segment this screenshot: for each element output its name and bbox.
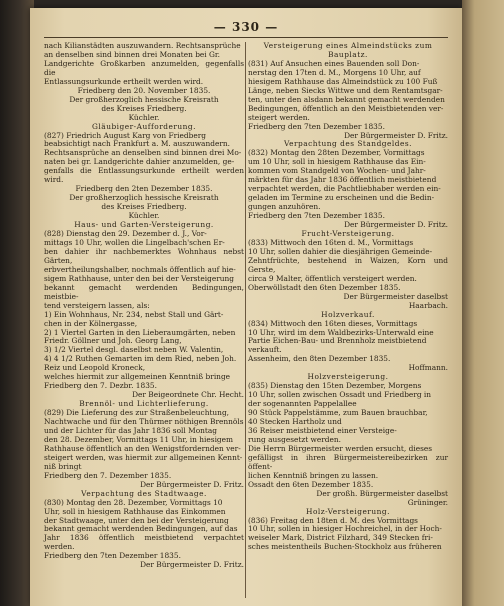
text-line: Oberwöllstadt den 6ten Dezember 1835. xyxy=(248,282,401,292)
text-line: 2) 1 Viertel Garten in den Lieberaumgärten, neben xyxy=(44,327,236,337)
text-line: ben dahier ihr nachbemerktes Wohnhaus nebst Gärten, xyxy=(44,246,244,265)
text-line: Bauplatz. xyxy=(328,49,368,59)
text-line: Verpachtung des Standgeldes. xyxy=(283,139,413,149)
text-line: 10 Uhr, wird im dem Waldbezirks-Unterwald eine xyxy=(248,327,434,337)
text-line: Frucht-Versteigerung. xyxy=(301,229,395,239)
book-gutter xyxy=(0,0,34,606)
text-line: Grüninger. xyxy=(407,497,448,507)
text-line: sigem Rathhause, unter den bei der Versteigerung xyxy=(44,273,234,283)
text-line: (829) Die Lieferung des zur Straßenbeleuchtung, xyxy=(44,408,230,418)
text-line: Holzverkauf. xyxy=(321,309,375,319)
book-page xyxy=(30,8,462,606)
text-line: (836) Freitag den 18ten d. M. des Vormittags xyxy=(248,515,418,525)
text-line: Länge, neben Siecks Wittwe und dem Rentamtsgar- xyxy=(248,85,443,95)
text-line: Landgerichte Großkarben anzumelden, gegenfalls die xyxy=(44,58,244,77)
text-line: Rechtsansprüche an denselben sind binnen drei Mo- xyxy=(44,148,242,158)
text-line: 10 Uhr, sollen in hiesiger Hochreichel, in der Hoch- xyxy=(248,524,442,534)
text-line: Der Bürgermeister D. Fritz. xyxy=(140,560,244,570)
text-line: verpachtet werden, die Pachtliebhaber werden ein- xyxy=(248,184,441,194)
text-line: Friedberg den 20. November 1835. xyxy=(77,85,211,95)
text-line: (835) Dienstag den 15ten Dezember, Morgens xyxy=(248,381,422,391)
text-line: sches meistentheils Buchen-Stockholz aus früheren xyxy=(248,542,442,552)
text-line: (831) Auf Ansuchen eines Bauenden soll Don- xyxy=(248,58,420,68)
text-line: Versteigerung eines Almeindstücks zum xyxy=(263,41,433,50)
text-line: beabsichtigt nach Frankfurt a. M. auszuwandern. xyxy=(44,139,230,149)
text-line: steigert werden, was hiermit zur allgemeinen Kennt- xyxy=(44,452,243,462)
text-line: verkauft. xyxy=(248,345,282,355)
text-line: welches hiermit zur allgemeinen Kenntniß bringe xyxy=(44,372,231,382)
text-line: Küchler. xyxy=(128,112,160,122)
text-line: bekannt gemacht werdenden Bedingungen, auf das xyxy=(44,524,238,534)
text-line: Nachtwache und für den Thürmer nöthigen Brennöls xyxy=(44,417,244,427)
text-line: den 28. Dezember, Vormittags 11 Uhr, in hiesigem xyxy=(44,434,234,444)
header-rule xyxy=(44,37,448,38)
text-line: hiesigem Rathhause das Almeindstück zu 100 Fuß xyxy=(248,76,438,86)
text-line: mittags 10 Uhr, wollen die Lingelbach'schen Er- xyxy=(44,237,225,247)
text-line: (833) Mittwoch den 16ten d. M., Vormittags xyxy=(248,237,414,247)
facing-page-edge xyxy=(462,0,504,606)
text-line: circa 9 Malter, öffentlich versteigert werden. xyxy=(248,273,417,283)
text-line: Die Herrn Bürgermeister werden ersucht, dieses xyxy=(248,443,433,453)
text-line: Friedberg den 2ten Dezember 1835. xyxy=(75,184,213,194)
column-divider xyxy=(245,42,246,598)
text-line: Ossadt den 6ten Dezember 1835. xyxy=(248,479,374,489)
text-line: (830) Montag den 28. Dezember, Vormittags 10 xyxy=(44,497,223,507)
text-line: 3) 1/2 Viertel desgl. daselbst neben W. Valentin, xyxy=(44,345,224,355)
text-line: Der Bürgermeister D. Fritz. xyxy=(140,479,244,489)
text-line: niß bringt xyxy=(44,461,82,471)
text-line: chen in der Kölnergasse, xyxy=(44,318,138,328)
text-line: steigert werden. xyxy=(248,112,310,122)
left-column xyxy=(44,42,244,570)
text-line: 10 Uhr, sollen dahier die diesjährigen Gemeinde- xyxy=(248,246,433,256)
text-line: lichen Kenntniß bringen zu lassen. xyxy=(248,470,379,480)
text-line: Der Beigeordnete Chr. Hecht. xyxy=(132,390,244,400)
text-line: geladen im Termine zu erscheinen und die Bedin- xyxy=(248,193,435,203)
text-line: Entlassungsurkunde ertheilt werden wird. xyxy=(44,76,204,86)
text-line: der Stadtwaage, unter den bei der Versteigerung xyxy=(44,515,229,525)
text-line: weiseler Mark, District Filzhard, 349 Stecken fri- xyxy=(248,533,433,543)
text-line: (832) Montag den 28ten Dezember, Vormittags xyxy=(248,148,425,158)
text-line: naten bei gr. Landgerichte dahier anzumelden, ge- xyxy=(44,157,235,167)
text-line: Reiz und Leopold Kroneck, xyxy=(44,363,146,373)
text-line: Friedberg den 7. Dezember 1835. xyxy=(44,470,172,480)
text-line: (827) Friedrich August Karg von Friedberg xyxy=(44,130,206,140)
text-line: tend versteigern lassen, als: xyxy=(44,300,150,310)
text-line: Gläubiger-Aufforderung. xyxy=(92,121,196,131)
text-line: Haarbach. xyxy=(408,300,448,310)
text-line: gefälligst in ihren Bürgermeistereibezirken zur öffent- xyxy=(248,452,448,471)
text-line: märkten für das Jahr 1836 öffentlich meistbietend xyxy=(248,175,437,185)
page-number: — 330 — xyxy=(213,20,279,34)
text-line: Jahr 1836 öffentlich meistbietend verpachtet werden. xyxy=(44,533,244,552)
text-line: Friedberg den 7ten Dezember 1835. xyxy=(44,551,181,561)
text-line: Küchler. xyxy=(128,211,160,221)
text-line: der sogenannten Pappelallee xyxy=(248,399,357,409)
text-line: erbvertheilungshalber, nochmals öffentlich auf hie- xyxy=(44,264,236,274)
text-line: Partie Eichen-Bau- und Brennholz meistbietend xyxy=(248,336,427,346)
text-line: nerstag den 17ten d. M., Morgens 10 Uhr, auf xyxy=(248,67,421,77)
text-line: 4) 4 1/2 Ruthen Gemarten im dem Ried, neben Joh. xyxy=(44,354,237,364)
text-line: nach Kilianstädten auszuwandern. Rechtsansprüche xyxy=(44,41,241,50)
text-line: Der Bürgermeister D. Fritz. xyxy=(344,130,448,140)
text-line: Friedr. Göllner und Joh. Georg Lang, xyxy=(44,336,182,346)
text-line: (834) Mittwoch den 16ten dieses, Vormittags xyxy=(248,318,418,328)
text-line: Bedingungen, öffentlich an den Meistbietenden ver- xyxy=(248,103,444,113)
text-line: 36 Reiser meistbietend einer Versteige- xyxy=(248,425,397,435)
text-line: rung ausgesetzt werden. xyxy=(248,434,341,444)
text-line: 10 Uhr, sollen zwischen Ossadt und Friedberg in xyxy=(248,390,432,400)
text-line: 40 Stecken Hartholz und xyxy=(248,417,342,427)
text-line: Holz-Versteigerung. xyxy=(306,506,390,516)
text-line: Brennöl- und Lichterlieferung. xyxy=(79,399,209,409)
text-line: 90 Stück Pappelstämme, zum Bauen brauchbar, xyxy=(248,408,428,418)
text-line: Verpachtung des Stadtwaage. xyxy=(81,488,207,498)
text-line: Friedberg den 7ten Dezember 1835. xyxy=(248,121,385,131)
text-line: Friedberg den 7. Dezbr. 1835. xyxy=(44,381,157,391)
text-line: kommen vom Standgeld von Wochen- und Jahr- xyxy=(248,166,426,176)
text-line: Der großherzoglich hessische Kreisrath xyxy=(69,94,219,104)
text-line: Der Bürgermeister daselbst xyxy=(343,291,448,301)
text-line: bekannt gemacht werdenden Bedingungen, meistbie- xyxy=(44,282,244,301)
text-line: Der großh. Bürgermeister daselbst xyxy=(316,488,448,498)
text-line: des Kreises Friedberg. xyxy=(101,103,187,113)
text-line: Assenheim, den 8ten Dezember 1835. xyxy=(248,354,391,364)
text-line: Uhr, soll in hiesigem Rathhause das Einkommen xyxy=(44,506,226,516)
text-line: des Kreises Friedberg. xyxy=(101,202,187,212)
text-line: Hoffmann. xyxy=(408,363,448,373)
text-line: an denselben sind binnen drei Monaten bei Gr. xyxy=(44,49,220,59)
text-line: Der Bürgermeister D. Fritz. xyxy=(344,220,448,230)
text-line: Friedberg den 7ten Dezember 1835. xyxy=(248,211,385,221)
text-line: gungen anzuhören. xyxy=(248,202,321,212)
text-line: und der Lichter für das Jahr 1836 soll Montag xyxy=(44,425,218,435)
right-column xyxy=(248,42,448,552)
text-line: genfalls die Entlassungsurkunde ertheilt werden wird. xyxy=(44,166,244,185)
text-line: 1) Ein Wohnhaus, Nr. 234, nebst Stall und Gärt- xyxy=(44,309,224,319)
text-line: um 10 Uhr, soll in hiesigem Rathhause das Ein- xyxy=(248,157,426,167)
text-line: ten, unter den alsdann bekannt gemacht werdenden xyxy=(248,94,445,104)
text-line: (828) Dienstag den 29. Dezember d. J., Vor- xyxy=(44,229,207,239)
text-line: Rathhause öffentlich an den Wenigstfordernden ver- xyxy=(44,443,241,453)
text-line: Holzversteigerung. xyxy=(307,372,389,382)
text-line: Haus- und Garten-Versteigerung. xyxy=(74,220,214,230)
text-line: Zehntfrüchte, bestehend in Waizen, Korn und Gerste, xyxy=(248,255,448,274)
text-line: Der großherzoglich hessische Kreisrath xyxy=(69,193,219,203)
